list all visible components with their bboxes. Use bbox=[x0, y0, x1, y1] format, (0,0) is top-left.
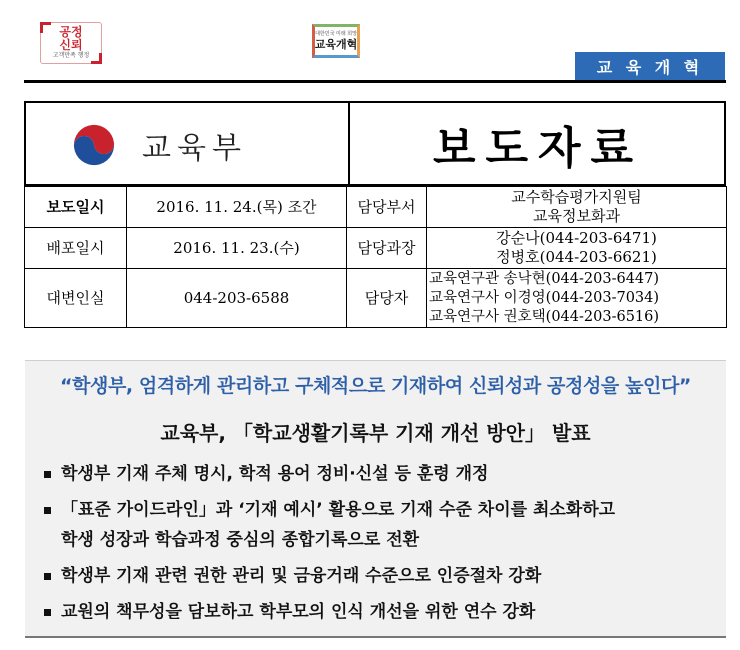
table-row bbox=[25, 228, 727, 269]
logo-corner-mark bbox=[91, 53, 102, 64]
logo-caption: 대한민국 미래 희망 bbox=[315, 31, 357, 37]
bullet-square-icon bbox=[44, 471, 51, 478]
release-info-table bbox=[24, 186, 727, 328]
list-item bbox=[41, 495, 721, 555]
list-item bbox=[41, 561, 721, 591]
logo-corner-mark bbox=[40, 22, 51, 33]
department-line: 교육정보화과 bbox=[533, 207, 620, 225]
ministry-name: 교육부 bbox=[142, 131, 247, 166]
release-date-label: 보도일시 bbox=[25, 187, 127, 228]
header-divider-line bbox=[24, 80, 726, 83]
section-chief-value bbox=[427, 228, 727, 269]
distribution-date-value: 2016. 11. 23.(수) bbox=[127, 228, 347, 269]
bullet-square-icon bbox=[44, 573, 51, 580]
education-reform-logo bbox=[308, 20, 364, 62]
staff-contact: 교육연구관 송낙현(044-203-6447) bbox=[429, 270, 660, 287]
taegeuk-emblem-icon bbox=[66, 117, 122, 173]
government-logo bbox=[40, 22, 102, 64]
bullet-square-icon bbox=[44, 507, 51, 514]
spokesperson-label: 대변인실 bbox=[25, 269, 127, 328]
staff-label: 담당자 bbox=[347, 269, 427, 328]
headline: “학생부, 엄격하게 관리하고 구체적으로 기재하여 신뢰성과 공정성을 높인다” bbox=[59, 375, 692, 397]
chief-contact: 정병호(044-203-6621) bbox=[496, 248, 657, 266]
press-header bbox=[24, 101, 726, 186]
list-item bbox=[41, 597, 721, 627]
bullet-text: 학생부 기재 주체 명시, 학적 용어 정비·신설 등 훈령 개정 bbox=[61, 464, 489, 484]
bullet-text-continued: 학생 성장과 학습과정 중심의 종합기록으로 전환 bbox=[61, 530, 420, 550]
summary-bottom-line bbox=[25, 636, 726, 638]
staff-contact: 교육연구사 권호택(044-203-6516) bbox=[429, 308, 660, 325]
education-reform-banner: 교 육 개 혁 bbox=[575, 52, 725, 80]
subheadline: 교육부, 「학교생활기록부 기재 개선 방안」 발표 bbox=[160, 421, 591, 445]
press-release-title: 보도자료 bbox=[432, 122, 643, 174]
department-line: 교수학습평가지원팀 bbox=[511, 188, 642, 206]
logo-text-line1: 공정 bbox=[59, 25, 83, 39]
key-points-list bbox=[41, 459, 721, 633]
table-row bbox=[25, 269, 727, 328]
department-label: 담당부서 bbox=[347, 187, 427, 228]
ministry-logo bbox=[66, 117, 247, 173]
distribution-date-label: 배포일시 bbox=[25, 228, 127, 269]
bullet-text: 교원의 책무성을 담보하고 학부모의 인식 개선을 위한 연수 강화 bbox=[61, 602, 536, 622]
logo-main-text: 교육개혁 bbox=[314, 38, 358, 51]
list-item bbox=[41, 459, 721, 489]
staff-value bbox=[427, 269, 727, 328]
bullet-text: 학생부 기재 관련 권한 관리 및 금융거래 수준으로 인증절차 강화 bbox=[61, 566, 542, 586]
logo-caption: 고객만족 행정 bbox=[52, 52, 90, 59]
logo-text-line2: 신뢰 bbox=[59, 38, 83, 52]
table-row bbox=[25, 187, 727, 228]
staff-contact: 교육연구사 이경영(044-203-7034) bbox=[429, 289, 660, 306]
bullet-text: 「표준 가이드라인」과 ‘기재 예시’ 활용으로 기재 수준 차이를 최소화하고 bbox=[61, 500, 616, 520]
chief-contact: 강순나(044-203-6471) bbox=[496, 229, 657, 247]
release-date-value: 2016. 11. 24.(목) 조간 bbox=[127, 187, 347, 228]
section-chief-label: 담당과장 bbox=[347, 228, 427, 269]
spokesperson-value: 044-203-6588 bbox=[127, 269, 347, 328]
bullet-square-icon bbox=[44, 609, 51, 616]
summary-box bbox=[25, 361, 726, 636]
department-value bbox=[427, 187, 727, 228]
